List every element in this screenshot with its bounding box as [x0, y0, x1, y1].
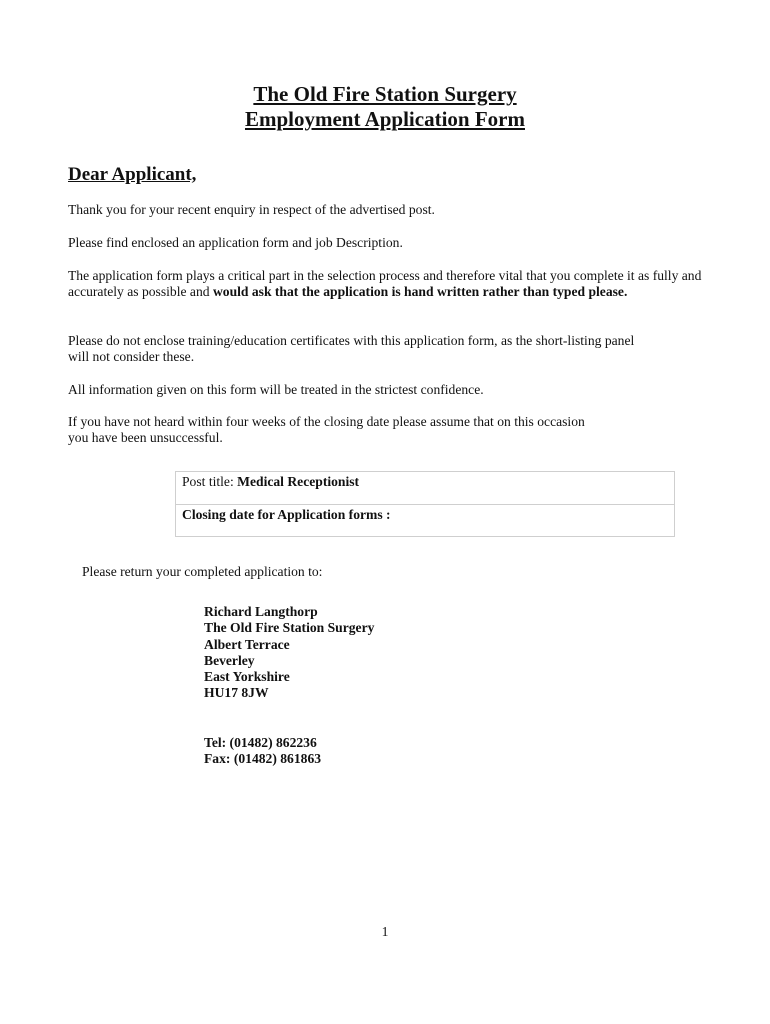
return-instruction: Please return your completed application to:	[82, 564, 323, 579]
paragraph-unsuccessful: If you have not heard within four weeks of the closing date please assume that on this occasion you have been unsuccessful.	[68, 414, 585, 445]
address-postcode: HU17 8JW	[204, 685, 269, 701]
handwritten-request: would ask that the application is hand written rather than typed please.	[212, 284, 628, 299]
telephone-number: Tel: (01482) 862236	[204, 735, 317, 750]
paragraph-confidentiality: All information given on this form will be treated in the strictest confidence.	[68, 382, 484, 397]
closing-date-label: Closing date for Application forms :	[182, 507, 391, 522]
paragraph-enclosed: Please find enclosed an application form and job Description.	[68, 235, 403, 250]
address-street: Albert Terrace	[204, 636, 290, 652]
document-title: The Old Fire Station Surgery	[253, 82, 517, 106]
post-info-box	[175, 471, 675, 537]
page-number: 1	[381, 924, 389, 939]
paragraph-form-importance	[68, 268, 708, 300]
address-town: Beverley	[204, 652, 255, 668]
greeting: Dear Applicant,	[68, 164, 197, 185]
post-title-label: Post title:	[182, 474, 238, 489]
paragraph-thanks: Thank you for your recent enquiry in respect of the advertised post.	[68, 202, 435, 217]
paragraph-form-importance-text: The application form plays a critical part in the selection process and therefore vital that you complete it as fully and accurately as possible and	[68, 268, 702, 299]
closing-date-row	[176, 504, 674, 536]
address-county: East Yorkshire	[204, 669, 290, 685]
address-organisation: The Old Fire Station Surgery	[204, 620, 375, 636]
return-address	[204, 604, 374, 702]
post-title-row	[176, 472, 674, 504]
fax-number: Fax: (01482) 861863	[204, 751, 322, 767]
address-name: Richard Langthorp	[204, 604, 318, 619]
paragraph-certificates: Please do not enclose training/education certificates with this application form, as the short-listing panel will not consider these.	[68, 333, 635, 364]
contact-details	[204, 735, 321, 768]
document-subtitle: Employment Application Form	[244, 107, 525, 131]
post-title-value: Medical Receptionist	[237, 474, 360, 489]
